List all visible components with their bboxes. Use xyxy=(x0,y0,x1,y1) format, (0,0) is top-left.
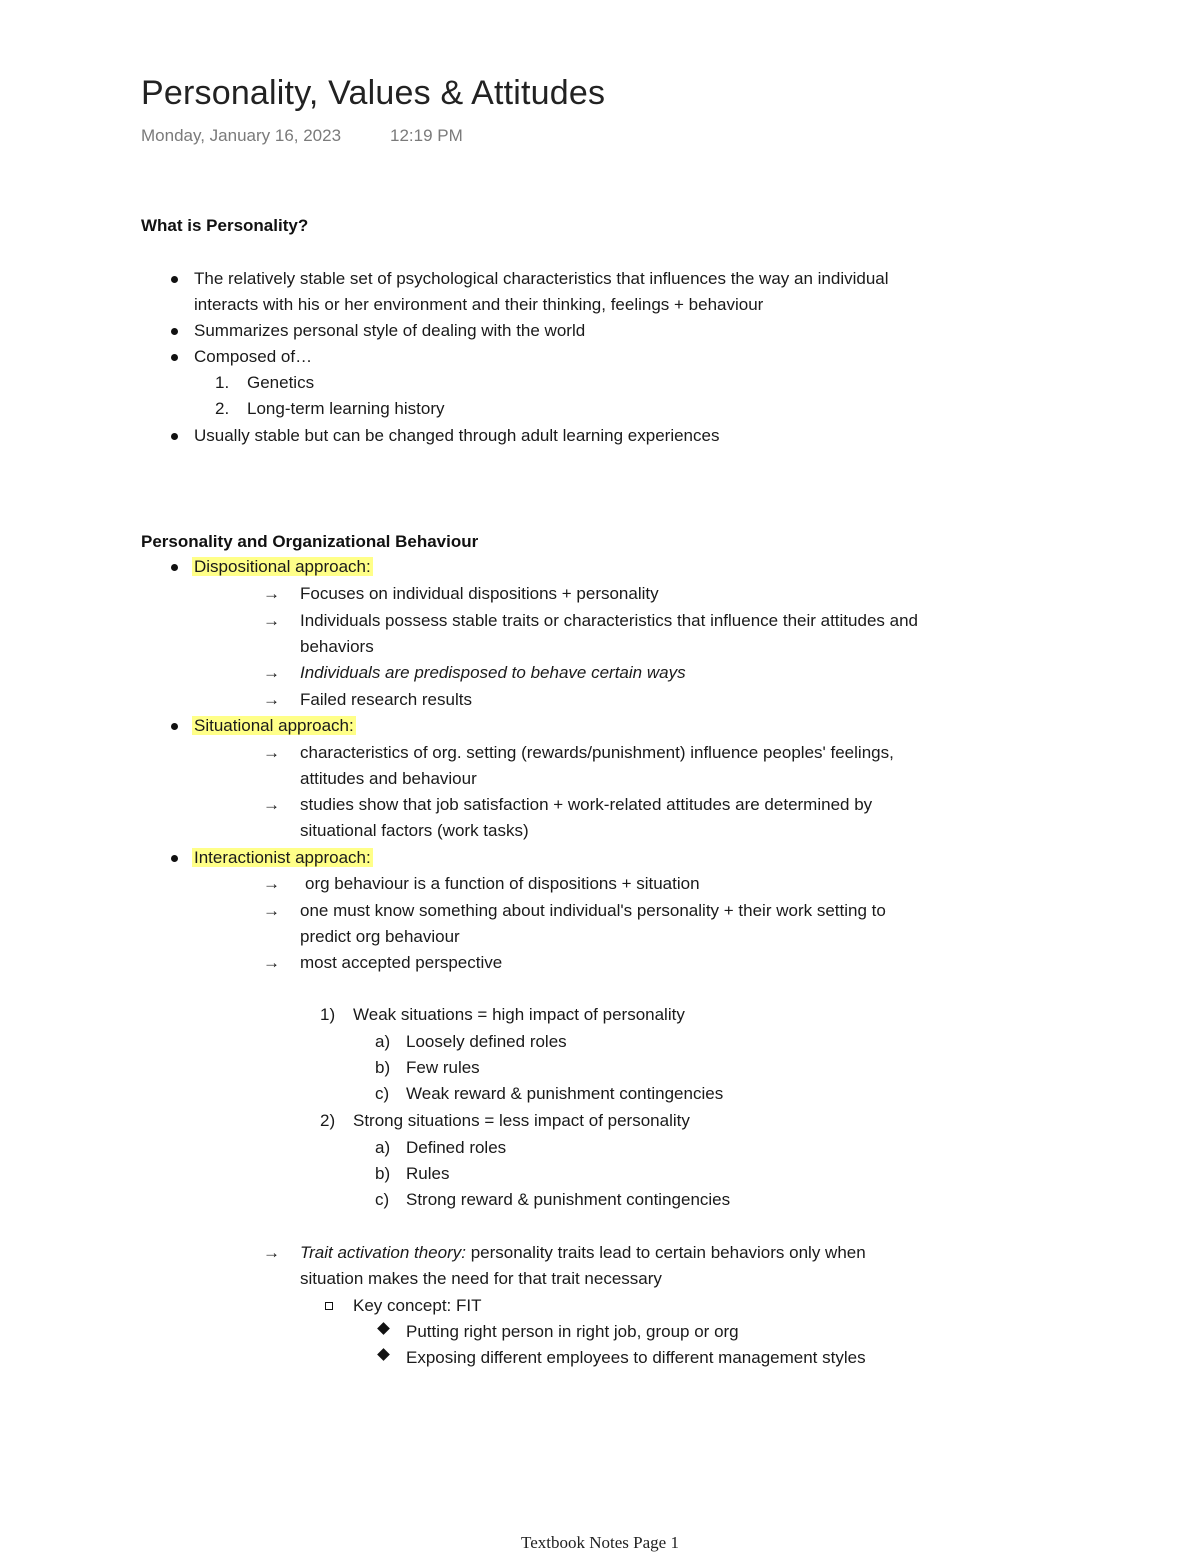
arrow-icon: → xyxy=(263,743,280,762)
arrow-icon: → xyxy=(263,584,280,603)
list-item-continuation: attitudes and behaviour xyxy=(300,769,477,788)
arrow-icon: → xyxy=(263,690,280,709)
bullet-dot xyxy=(171,564,178,571)
list-letter: b) xyxy=(375,1058,391,1077)
section-heading-personality-and-ob: Personality and Organizational Behaviour xyxy=(141,532,479,551)
diamond-bullet-icon xyxy=(377,1348,390,1361)
list-item-continuation: behaviors xyxy=(300,637,374,656)
list-item: Composed of… xyxy=(194,347,313,366)
list-item: characteristics of org. setting (rewards/punishment) influence peoples' feelings, xyxy=(300,743,894,762)
list-item: one must know something about individual's personality + their work setting to xyxy=(300,901,886,920)
list-item: Key concept: FIT xyxy=(353,1296,482,1315)
arrow-icon: → xyxy=(263,795,280,814)
list-item: Genetics xyxy=(247,373,315,392)
list-item: Putting right person in right job, group or org xyxy=(406,1322,739,1341)
list-number: 2) xyxy=(320,1111,336,1130)
list-item: Weak situations = high impact of personality xyxy=(353,1005,685,1024)
note-time: 12:19 PM xyxy=(390,126,463,145)
arrow-icon: → xyxy=(263,1243,280,1262)
italic-term: Trait activation theory: xyxy=(300,1243,466,1262)
bullet-dot xyxy=(171,433,178,440)
arrow-icon: → xyxy=(263,874,280,893)
list-letter: c) xyxy=(375,1084,390,1103)
approach-label-dispositional xyxy=(192,554,373,580)
list-number: 1) xyxy=(320,1005,336,1024)
list-item-trait-activation xyxy=(300,1240,866,1266)
diamond-bullet-icon xyxy=(377,1322,390,1335)
list-number: 2. xyxy=(215,399,230,418)
list-item: Summarizes personal style of dealing with the world xyxy=(194,321,586,340)
list-item: Weak reward & punishment contingencies xyxy=(406,1084,724,1103)
highlighted-label: Situational approach: xyxy=(194,716,354,735)
list-item: Rules xyxy=(406,1164,450,1183)
list-item-continuation: situational factors (work tasks) xyxy=(300,821,529,840)
arrow-icon: → xyxy=(263,663,280,682)
term-definition: personality traits lead to certain behaviors only when xyxy=(465,1243,866,1262)
highlighted-label: Dispositional approach: xyxy=(194,557,371,576)
page-title: Personality, Values & Attitudes xyxy=(141,74,606,112)
list-item: Failed research results xyxy=(300,690,472,709)
list-item: most accepted perspective xyxy=(300,953,503,972)
list-item-continuation: situation makes the need for that trait necessary xyxy=(300,1269,662,1288)
list-item: Individuals are predisposed to behave certain ways xyxy=(300,663,686,682)
highlighted-label: Interactionist approach: xyxy=(194,848,371,867)
bullet-dot xyxy=(171,723,178,730)
bullet-dot xyxy=(171,328,178,335)
list-item: Few rules xyxy=(406,1058,480,1077)
list-item: Strong reward & punishment contingencies xyxy=(406,1190,731,1209)
list-number: 1. xyxy=(215,373,230,392)
section-heading-what-is-personality: What is Personality? xyxy=(141,216,309,235)
list-letter: c) xyxy=(375,1190,390,1209)
list-item: Usually stable but can be changed through adult learning experiences xyxy=(194,426,720,445)
bullet-dot xyxy=(171,855,178,862)
list-item: Long-term learning history xyxy=(247,399,445,418)
list-item: Focuses on individual dispositions + personality xyxy=(300,584,659,603)
bullet-dot xyxy=(171,354,178,361)
list-item: studies show that job satisfaction + work-related attitudes are determined by xyxy=(300,795,873,814)
list-item: Defined roles xyxy=(406,1138,507,1157)
list-letter: a) xyxy=(375,1138,391,1157)
list-item: org behaviour is a function of dispositions + situation xyxy=(305,874,700,893)
arrow-icon: → xyxy=(263,901,280,920)
approach-label-situational xyxy=(192,713,356,739)
list-letter: b) xyxy=(375,1164,391,1183)
list-item: The relatively stable set of psychological characteristics that influences the way an individual xyxy=(194,269,889,288)
list-item-continuation: predict org behaviour xyxy=(300,927,460,946)
note-date: Monday, January 16, 2023 xyxy=(141,126,342,145)
list-item: Loosely defined roles xyxy=(406,1032,567,1051)
approach-label-interactionist xyxy=(192,845,373,871)
arrow-icon: → xyxy=(263,953,280,972)
list-item: Individuals possess stable traits or characteristics that influence their attitudes and xyxy=(300,611,918,630)
list-item-continuation: interacts with his or her environment and their thinking, feelings + behaviour xyxy=(194,295,764,314)
list-letter: a) xyxy=(375,1032,391,1051)
list-item: Strong situations = less impact of personality xyxy=(353,1111,690,1130)
list-item: Exposing different employees to different management styles xyxy=(406,1348,866,1367)
bullet-dot xyxy=(171,276,178,283)
square-bullet-icon xyxy=(325,1302,333,1310)
page-footer: Textbook Notes Page 1 xyxy=(521,1533,679,1552)
arrow-icon: → xyxy=(263,611,280,630)
